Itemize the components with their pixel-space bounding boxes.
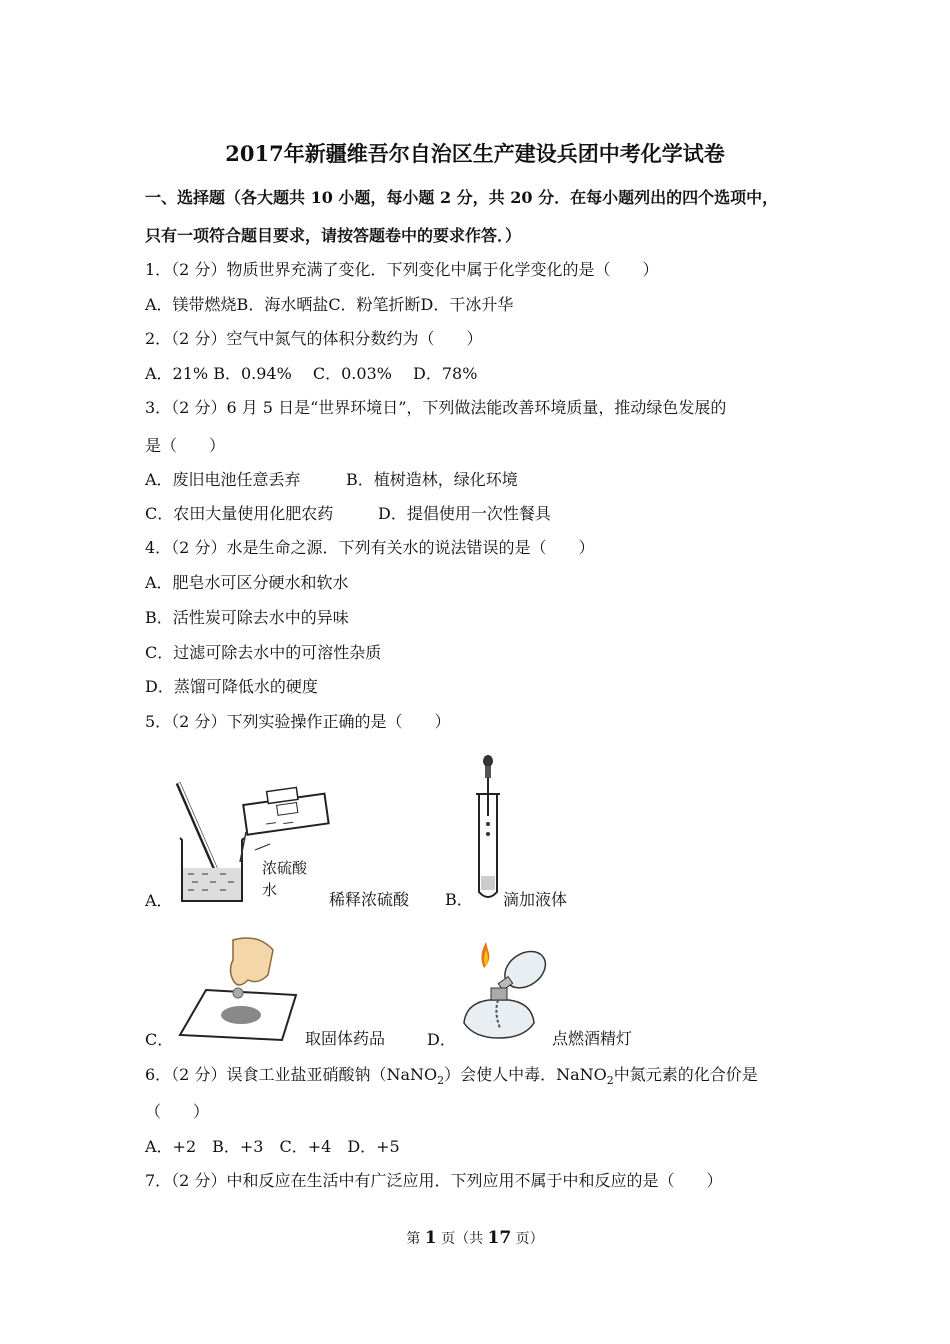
- question-5-option-d-letter: D．: [427, 1030, 456, 1049]
- figure-label-acid: 浓硫酸: [262, 859, 308, 877]
- question-6-subscript-2: 2: [606, 1074, 614, 1088]
- question-3-option-c: C．农田大量使用化肥农药: [145, 504, 334, 523]
- question-4-option-a: A．肥皂水可区分硬水和软水: [145, 573, 349, 592]
- section-heading-line2: 只有一项符合题目要求，请按答题卷中的要求作答．）: [145, 226, 522, 245]
- question-5-option-a-letter: A．: [145, 891, 173, 910]
- question-5-option-b-letter: B．: [445, 890, 473, 909]
- question-4-option-c: C．过滤可除去水中的可溶性杂质: [145, 643, 382, 662]
- footer-post: 页）: [511, 1231, 544, 1247]
- question-6-stem-line1: [145, 1065, 758, 1091]
- footer-total-pages: 17: [487, 1228, 512, 1248]
- page-footer: [0, 1228, 950, 1248]
- question-3-option-a: A．废旧电池任意丢弃: [145, 470, 301, 489]
- question-4-option-b: B．活性炭可除去水中的异味: [145, 608, 349, 627]
- question-3-stem-line1: 3．（2 分）6 月 5 日是“世界环境日”，下列做法能改善环境质量，推动绿色发展的: [145, 398, 727, 417]
- alcohol-lamp-figure: [454, 938, 554, 1048]
- question-3-option-d: D．提倡使用一次性餐具: [378, 504, 551, 523]
- beaker-dilution-figure: [170, 780, 330, 910]
- page-title: 2017年新疆维吾尔自治区生产建设兵团中考化学试卷: [225, 141, 725, 166]
- question-5-option-c-label: 取固体药品: [305, 1029, 386, 1048]
- question-5-option-b-label: 滴加液体: [503, 890, 568, 909]
- section-heading-line1: 一、选择题（各大题共 10 小题，每小题 2 分，共 20 分．在每小题列出的四个选项中，: [145, 188, 779, 207]
- question-5-stem: 5．（2 分）下列实验操作正确的是（ ）: [145, 712, 451, 731]
- question-1-stem: 1．（2 分）物质世界充满了变化．下列变化中属于化学变化的是（ ）: [145, 260, 659, 279]
- figure-label-water: 水: [262, 881, 278, 899]
- question-5-option-d-label: 点燃酒精灯: [552, 1029, 633, 1048]
- question-3-stem-line2: 是（ ）: [145, 436, 226, 455]
- question-1-options: A．镁带燃烧B．海水晒盐C．粉笔折断D．干冰升华: [145, 295, 514, 314]
- question-5-option-c-letter: C．: [145, 1030, 174, 1049]
- question-3-option-b: B．植树造林，绿化环境: [346, 470, 518, 489]
- dropper-test-tube-figure: [470, 754, 510, 906]
- question-2-options: A．21% B．0.94% C．0.03% D．78%: [145, 364, 478, 383]
- question-6-stem-post: 中氮元素的化合价是: [613, 1065, 758, 1084]
- question-5-option-a-label: 稀释浓硫酸: [329, 890, 410, 909]
- footer-page-number: 1: [424, 1228, 437, 1248]
- question-4-option-d: D．蒸馏可降低水的硬度: [145, 677, 318, 696]
- hand-taking-solid-figure: [178, 935, 308, 1047]
- footer-pre: 第: [406, 1231, 425, 1247]
- question-6-stem-pre: 6．（2 分）误食工业盐亚硝酸钠（NaNO: [145, 1065, 438, 1084]
- footer-mid: 页（共: [436, 1231, 488, 1247]
- question-4-stem: 4．（2 分）水是生命之源．下列有关水的说法错误的是（ ）: [145, 538, 595, 557]
- question-6-subscript-1: 2: [437, 1074, 445, 1088]
- question-6-options: A．+2 B．+3 C．+4 D．+5: [145, 1137, 400, 1156]
- question-6-stem-mid: ）会使人中毒．NaNO: [444, 1065, 607, 1084]
- question-6-stem-line2: （ ）: [145, 1102, 210, 1121]
- question-2-stem: 2．（2 分）空气中氮气的体积分数约为（ ）: [145, 329, 483, 348]
- question-7-stem: 7．（2 分）中和反应在生活中有广泛应用．下列应用不属于中和反应的是（ ）: [145, 1171, 723, 1190]
